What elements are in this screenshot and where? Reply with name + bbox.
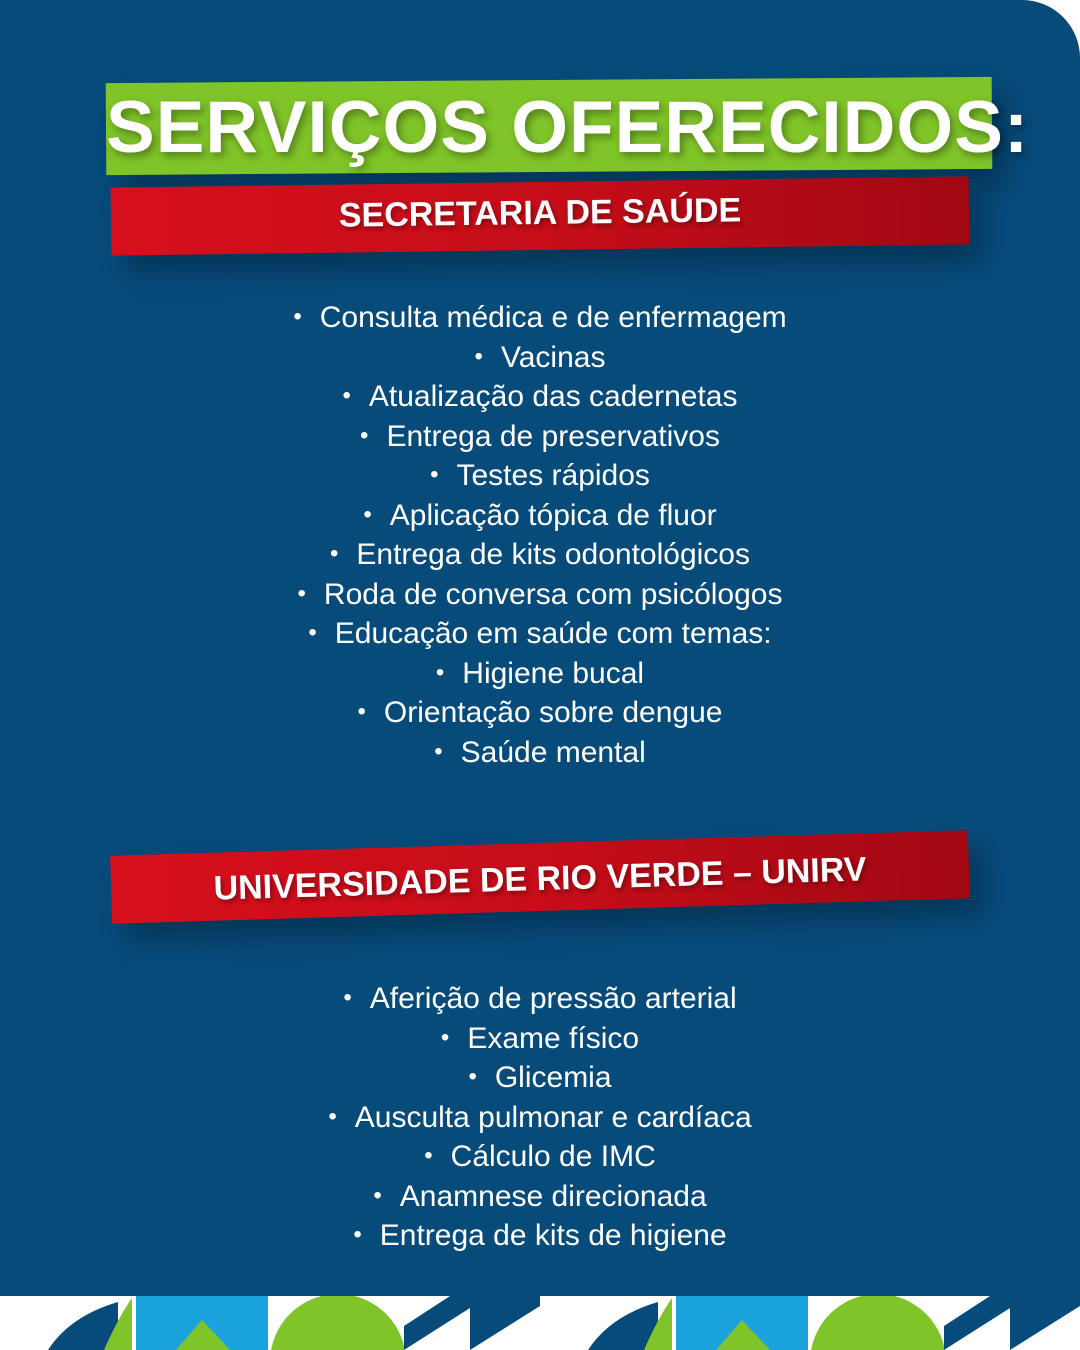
list-item: • Entrega de kits de higiene bbox=[140, 1216, 940, 1256]
list-item: • Anamnese direcionada bbox=[140, 1177, 940, 1217]
bullet-icon: • bbox=[434, 737, 443, 765]
list-item: • Entrega de kits odontológicos bbox=[140, 535, 940, 575]
bullet-icon: • bbox=[430, 461, 439, 488]
page-title: SERVIÇOS OFERECIDOS: bbox=[106, 87, 1030, 168]
list-item: • Aplicação tópica de fluor bbox=[140, 496, 940, 536]
bullet-icon: • bbox=[330, 540, 339, 567]
section-2-heading: UNIVERSIDADE DE RIO VERDE – UNIRV bbox=[213, 850, 867, 908]
bullet-icon: • bbox=[360, 421, 369, 449]
geometric-pattern-icon bbox=[0, 1296, 1080, 1350]
section-2-list bbox=[140, 979, 940, 1256]
bullet-icon: • bbox=[293, 303, 302, 330]
list-item: • Higiene bucal bbox=[140, 654, 940, 694]
section-1-list bbox=[140, 298, 940, 772]
list-item: • Cálculo de IMC bbox=[140, 1137, 940, 1177]
bullet-icon: • bbox=[474, 342, 483, 370]
bullet-icon: • bbox=[363, 500, 372, 528]
list-item: • Entrega de preservativos bbox=[140, 417, 940, 457]
bullet-icon: • bbox=[440, 1023, 450, 1051]
bullet-icon: • bbox=[435, 658, 445, 686]
footer-pattern bbox=[0, 1296, 1080, 1350]
bullet-icon: • bbox=[424, 1142, 433, 1169]
bullet-icon: • bbox=[468, 1063, 477, 1090]
list-item: • Consulta médica e de enfermagem bbox=[140, 298, 940, 338]
bullet-icon: • bbox=[297, 579, 306, 607]
list-item: • Atualização das cadernetas bbox=[140, 377, 940, 417]
list-item: • Educação em saúde com temas: bbox=[140, 614, 940, 654]
bullet-icon: • bbox=[373, 1181, 382, 1209]
list-item: • Aferição de pressão arterial bbox=[140, 979, 940, 1019]
bullet-icon: • bbox=[342, 382, 351, 409]
list-item: • Roda de conversa com psicólogos bbox=[140, 575, 940, 615]
bullet-icon: • bbox=[328, 1102, 337, 1130]
list-item: • Testes rápidos bbox=[140, 456, 940, 496]
bullet-icon: • bbox=[357, 698, 366, 725]
list-item: • Orientação sobre dengue bbox=[140, 693, 940, 733]
bullet-icon: • bbox=[353, 1221, 362, 1248]
bullet-icon: • bbox=[308, 619, 317, 646]
list-item: • Vacinas bbox=[140, 338, 940, 378]
bullet-icon: • bbox=[343, 984, 352, 1011]
list-item: • Exame físico bbox=[140, 1019, 940, 1059]
list-item: • Glicemia bbox=[140, 1058, 940, 1098]
list-item: • Ausculta pulmonar e cardíaca bbox=[140, 1098, 940, 1138]
section-1-heading: SECRETARIA DE SAÚDE bbox=[338, 191, 742, 235]
list-item: • Saúde mental bbox=[140, 733, 940, 773]
